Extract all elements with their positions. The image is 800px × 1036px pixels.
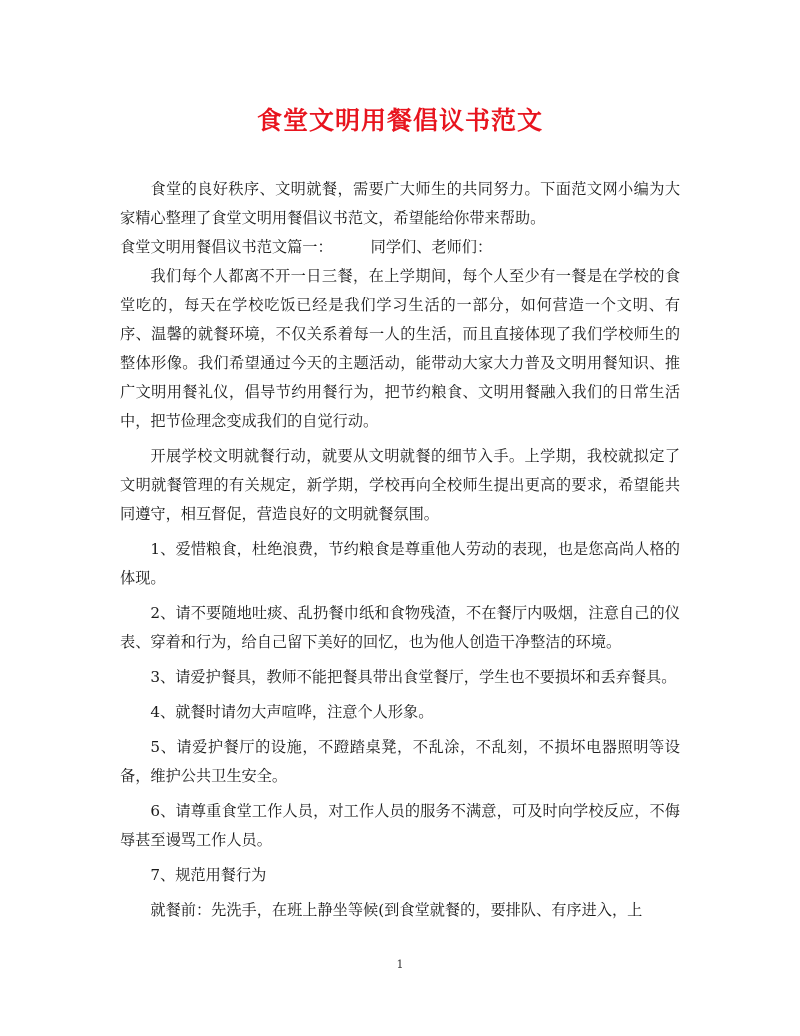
article-label: 食堂文明用餐倡议书范文篇一： xyxy=(120,238,333,256)
greeting: 同学们、老师们： xyxy=(370,238,493,256)
list-item: 6、请尊重食堂工作人员，对工作人员的服务不满意，可及时向学校反应，不侮辱甚至谩骂工作人员。 xyxy=(120,802,680,849)
body-paragraph: 我们每个人都离不开一日三餐，在上学期间，每个人至少有一餐是在学校的食堂吃的，每天在学校吃饭已经是我们学习生活的一部分，如何营造一个文明、有序、温馨的就餐环境，不仅关系着每一人的生活，而且直接体现了我们学校师生的整体形像。我们希望通过今天的主题活动，能带动大家大力普及文明用餐知识、推广文明用餐礼仪，倡导节约用餐行为，把节约粮食、文明用餐融入我们的日常生活中，把节俭理念变成我们的自觉行动。 xyxy=(120,267,680,430)
list-item: 7、规范用餐行为 xyxy=(150,866,267,884)
list-item: 4、就餐时请勿大声喧哗，注意个人形象。 xyxy=(150,703,434,721)
article-heading-line xyxy=(120,233,680,262)
list-item: 5、请爱护餐厅的设施，不蹬踏桌凳，不乱涂，不乱刻，不损坏电器照明等设备，维护公共卫生安全。 xyxy=(120,738,680,785)
list-item: 1、爱惜粮食，杜绝浪费，节约粮食是尊重他人劳动的表现，也是您高尚人格的体现。 xyxy=(120,540,680,587)
document-body xyxy=(120,175,680,925)
document-title: 食堂文明用餐倡议书范文 xyxy=(256,106,543,135)
body-paragraph: 开展学校文明就餐行动，就要从文明就餐的细节入手。上学期，我校就拟定了文明就餐管理的有关规定，新学期，学校再向全校师生提出更高的要求，希望能共同遵守，相互督促，营造良好的文明就餐氛围。 xyxy=(120,447,680,523)
list-item: 3、请爱护餐具，教师不能把餐具带出食堂餐厅，学生也不要损坏和丢弃餐具。 xyxy=(150,668,677,686)
page-number: 1 xyxy=(396,958,404,971)
body-paragraph: 就餐前：先洗手，在班上静坐等候(到食堂就餐的，要排队、有序进入，上 xyxy=(150,901,643,919)
intro-paragraph: 食堂的良好秩序、文明就餐，需要广大师生的共同努力。下面范文网小编为大家精心整理了食堂文明用餐倡议书范文，希望能给你带来帮助。 xyxy=(120,180,680,227)
list-item: 2、请不要随地吐痰、乱扔餐巾纸和食物残渣，不在餐厅内吸烟，注意自己的仪表、穿着和行为，给自己留下美好的回忆，也为他人创造干净整洁的环境。 xyxy=(120,604,680,651)
